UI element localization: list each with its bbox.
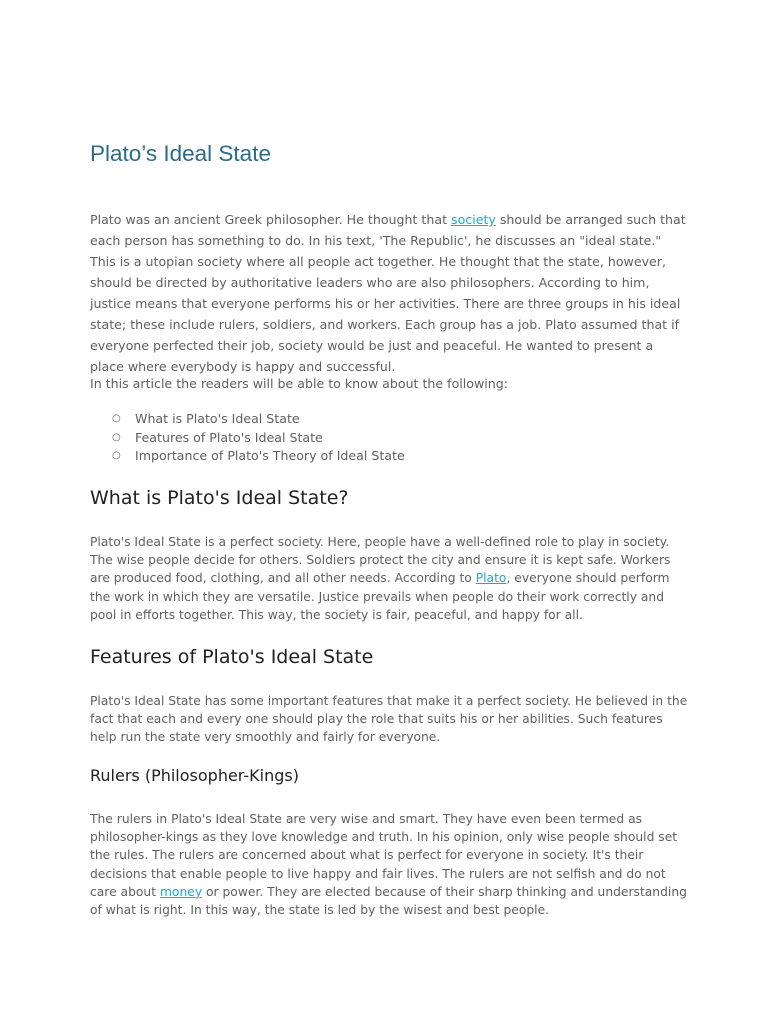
society-link[interactable]: society	[451, 212, 496, 227]
section-heading-rulers: Rulers (Philosopher-Kings)	[90, 766, 299, 785]
page-title: Plato’s Ideal State	[90, 141, 271, 166]
intro-text-start: Plato was an ancient Greek philosopher. He thought that	[90, 212, 452, 227]
plato-link[interactable]: Plato	[475, 571, 507, 586]
intro-paragraph	[90, 209, 690, 377]
circle-bullet-icon: ○	[112, 413, 121, 424]
circle-bullet-icon: ○	[112, 431, 121, 443]
intro-text-end: should be arranged such that each person has something to do. In his text, 'The Republic', he discusses an "ideal state." This is a utopian society where all people act together. He thought that the state, however, should be directed by authoritative leaders who are also philosophers. According to him, justice means that everyone performs his or her activities. There are three groups in his ideal state; these include rulers, soldiers, and workers. Each group has a job. Plato assumed that if everyone perfected their job, society would be just and peaceful. He wanted to present a place where everybody is happy and successful.	[90, 212, 686, 374]
toc-item	[112, 429, 405, 448]
rulers-text-end: or power. They are elected because of their sharp thinking and understanding of what is right. In this way, the state is led by the wisest and best people.	[90, 884, 687, 918]
toc-item-label: What is Plato's Ideal State	[135, 411, 300, 426]
toc-item-label: Features of Plato's Ideal State	[135, 429, 323, 445]
toc-lead-text: In this article the readers will be able to know about the following:	[90, 376, 509, 391]
money-link[interactable]: money	[159, 884, 203, 899]
section-heading-features: Features of Plato's Ideal State	[90, 646, 374, 668]
toc-item-label: Importance of Plato's Theory of Ideal State	[135, 448, 405, 463]
toc-item	[112, 410, 405, 429]
what-text-end: , everyone should perform the work in which they are versatile. Justice prevails when people do their work correctly and pool in efforts together. This way, the society is fair, peaceful, and happy for all.	[90, 571, 670, 622]
toc-list	[112, 410, 405, 466]
toc-item	[112, 447, 405, 466]
rulers-paragraph	[90, 810, 690, 919]
rulers-text-start: The rulers in Plato's Ideal State are very wise and smart. They have even been termed as philosopher-kings as they love knowledge and truth. In his opinion, only wise people should set the rules. The rulers are concerned about what is perfect for everyone in society. It's their decisions that enable people to live happy and fair lives. The rulers are not selfish and do not care about	[90, 812, 678, 899]
features-paragraph: Plato's Ideal State has some important features that make it a perfect society. He believed in the fact that each and every one should play the role that suits his or her abilities. Such features help run the state very smoothly and fairly for everyone.	[90, 694, 688, 745]
section-heading-what: What is Plato's Ideal State?	[90, 487, 349, 509]
what-paragraph	[90, 533, 690, 624]
what-text-start: Plato's Ideal State is a perfect society. Here, people have a well-defined role to play in society. The wise people decide for others. Soldiers protect the city and ensure it is kept safe. Workers are produced food, clothing, and all other needs. According to	[90, 535, 671, 586]
circle-bullet-icon: ○	[112, 450, 121, 461]
